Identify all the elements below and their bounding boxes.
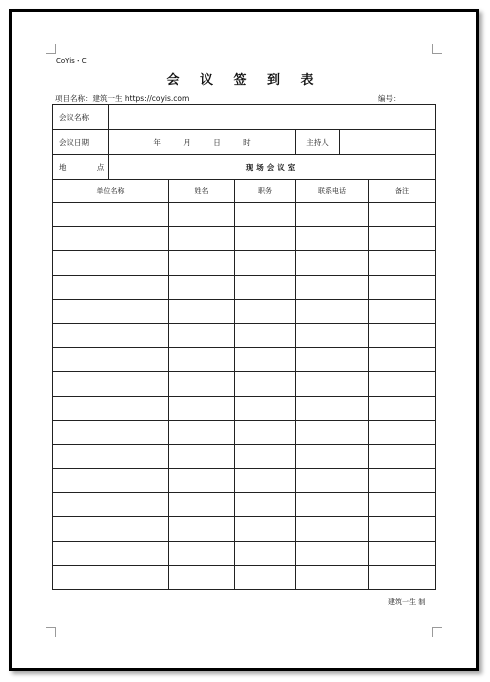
table-row [53, 227, 436, 251]
table-row [53, 203, 436, 227]
name-cell[interactable] [169, 420, 235, 444]
phone-cell[interactable] [296, 420, 369, 444]
number-label: 编号： [378, 94, 401, 103]
footer-note: 建筑一生 制 [388, 598, 426, 606]
name-cell[interactable] [169, 323, 235, 347]
position-cell[interactable] [235, 372, 296, 396]
phone-cell[interactable] [296, 517, 369, 541]
host-label: 主持人 [296, 130, 340, 155]
table-row [53, 251, 436, 275]
table-row [53, 469, 436, 493]
location-label: 地 点 [53, 155, 109, 180]
phone-cell[interactable] [296, 372, 369, 396]
remark-cell[interactable] [369, 275, 436, 299]
remark-cell[interactable] [369, 299, 436, 323]
unit-cell[interactable] [53, 227, 169, 251]
position-cell[interactable] [235, 541, 296, 565]
unit-cell[interactable] [53, 469, 169, 493]
host-field[interactable] [340, 130, 436, 155]
name-cell[interactable] [169, 299, 235, 323]
unit-cell[interactable] [53, 541, 169, 565]
unit-cell[interactable] [53, 275, 169, 299]
date-year-label: 年 [153, 137, 161, 147]
name-cell[interactable] [169, 517, 235, 541]
table-row [53, 517, 436, 541]
table-row [53, 493, 436, 517]
name-cell[interactable] [169, 493, 235, 517]
unit-cell[interactable] [53, 420, 169, 444]
remark-cell[interactable] [369, 493, 436, 517]
unit-cell[interactable] [53, 251, 169, 275]
remark-cell[interactable] [369, 396, 436, 420]
phone-cell[interactable] [296, 251, 369, 275]
column-header-remark: 备注 [369, 180, 436, 203]
remark-cell[interactable] [369, 444, 436, 468]
column-header-unit: 单位名称 [53, 180, 169, 203]
position-cell[interactable] [235, 275, 296, 299]
unit-cell[interactable] [53, 517, 169, 541]
name-cell[interactable] [169, 227, 235, 251]
position-cell[interactable] [235, 227, 296, 251]
unit-cell[interactable] [53, 493, 169, 517]
unit-cell[interactable] [53, 348, 169, 372]
phone-cell[interactable] [296, 299, 369, 323]
table-row [53, 420, 436, 444]
meeting-info-table [52, 104, 436, 180]
position-cell[interactable] [235, 396, 296, 420]
remark-cell[interactable] [369, 227, 436, 251]
unit-cell[interactable] [53, 323, 169, 347]
table-row [53, 444, 436, 468]
phone-cell[interactable] [296, 227, 369, 251]
name-cell[interactable] [169, 372, 235, 396]
meeting-date-label: 会议日期 [53, 130, 109, 155]
meeting-name-field[interactable] [109, 105, 436, 130]
attendee-table [52, 179, 436, 590]
unit-cell[interactable] [53, 565, 169, 589]
remark-cell[interactable] [369, 541, 436, 565]
remark-cell[interactable] [369, 323, 436, 347]
table-row [53, 565, 436, 589]
project-label: 项目名称：建筑一生 https://coyis.com [55, 94, 190, 103]
column-header-name: 姓名 [169, 180, 235, 203]
document-title: 会 议 签 到 表 [166, 73, 322, 88]
column-header-phone: 联系电话 [296, 180, 369, 203]
date-time-label: 时 [243, 137, 251, 147]
phone-cell[interactable] [296, 396, 369, 420]
remark-cell[interactable] [369, 203, 436, 227]
position-cell[interactable] [235, 565, 296, 589]
name-cell[interactable] [169, 203, 235, 227]
name-cell[interactable] [169, 251, 235, 275]
position-cell[interactable] [235, 444, 296, 468]
phone-cell[interactable] [296, 323, 369, 347]
name-cell[interactable] [169, 469, 235, 493]
unit-cell[interactable] [53, 372, 169, 396]
remark-cell[interactable] [369, 251, 436, 275]
position-cell[interactable] [235, 348, 296, 372]
position-cell[interactable] [235, 299, 296, 323]
remark-cell[interactable] [369, 565, 436, 589]
table-row [53, 323, 436, 347]
remark-cell[interactable] [369, 372, 436, 396]
name-cell[interactable] [169, 541, 235, 565]
position-cell[interactable] [235, 493, 296, 517]
remark-cell[interactable] [369, 420, 436, 444]
phone-cell[interactable] [296, 275, 369, 299]
phone-cell[interactable] [296, 203, 369, 227]
crop-mark-bottom-right [432, 627, 442, 637]
crop-mark-top-left [46, 44, 56, 54]
location-value[interactable]: 现场会议室 [109, 155, 436, 180]
table-row [53, 372, 436, 396]
position-cell[interactable] [235, 251, 296, 275]
remark-cell[interactable] [369, 348, 436, 372]
name-cell[interactable] [169, 396, 235, 420]
position-cell[interactable] [235, 323, 296, 347]
unit-cell[interactable] [53, 444, 169, 468]
position-cell[interactable] [235, 420, 296, 444]
header-code: CoYis・C [56, 57, 87, 65]
meeting-name-label: 会议名称 [53, 105, 109, 130]
unit-cell[interactable] [53, 396, 169, 420]
phone-cell[interactable] [296, 541, 369, 565]
column-header-position: 职务 [235, 180, 296, 203]
remark-cell[interactable] [369, 469, 436, 493]
remark-cell[interactable] [369, 517, 436, 541]
table-row [53, 348, 436, 372]
position-cell[interactable] [235, 517, 296, 541]
table-row [53, 396, 436, 420]
table-row [53, 299, 436, 323]
date-month-label: 月 [183, 137, 191, 147]
date-day-label: 日 [213, 137, 221, 147]
table-row [53, 275, 436, 299]
position-cell[interactable] [235, 469, 296, 493]
position-cell[interactable] [235, 203, 296, 227]
phone-cell[interactable] [296, 493, 369, 517]
unit-cell[interactable] [53, 203, 169, 227]
crop-mark-bottom-left [46, 627, 56, 637]
table-row [53, 541, 436, 565]
phone-cell[interactable] [296, 469, 369, 493]
crop-mark-top-right [432, 44, 442, 54]
name-cell[interactable] [169, 348, 235, 372]
name-cell[interactable] [169, 565, 235, 589]
phone-cell[interactable] [296, 444, 369, 468]
phone-cell[interactable] [296, 348, 369, 372]
name-cell[interactable] [169, 275, 235, 299]
unit-cell[interactable] [53, 299, 169, 323]
meeting-date-field[interactable] [109, 130, 296, 155]
name-cell[interactable] [169, 444, 235, 468]
phone-cell[interactable] [296, 565, 369, 589]
